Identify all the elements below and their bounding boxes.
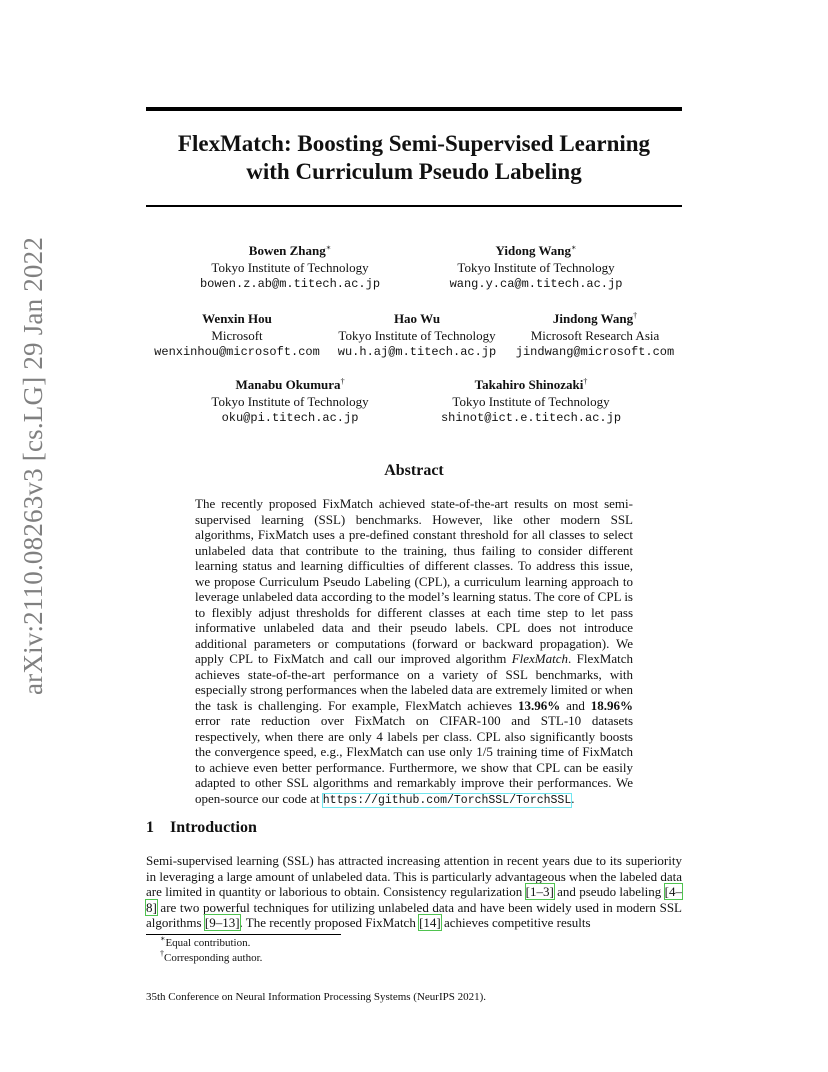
author-name: Jindong Wang — [552, 311, 634, 326]
author-mark: ∗ — [325, 243, 332, 252]
intro-text: achieves competitive results — [440, 915, 591, 930]
author-name: Takahiro Shinozaki — [474, 377, 584, 392]
author-email[interactable]: wu.h.aj@m.titech.ac.jp — [337, 345, 497, 359]
code-repository-link[interactable]: https://github.com/TorchSSL/TorchSSL — [322, 793, 572, 807]
abstract-text: and — [560, 697, 591, 713]
author-hao-wu — [322, 311, 512, 361]
abstract-text: . — [571, 790, 575, 806]
author-jindong-wang — [500, 311, 690, 361]
section-heading — [146, 819, 257, 837]
author-mark: † — [583, 377, 588, 386]
footnote-text: Corresponding author. — [164, 952, 263, 964]
intro-text: . The recently proposed FixMatch — [239, 915, 420, 930]
author-email[interactable]: wang.y.ca@m.titech.ac.jp — [449, 277, 623, 291]
author-affiliation: Microsoft Research Asia — [530, 327, 660, 343]
section-title: Introduction — [170, 819, 257, 836]
citation-link[interactable]: [4–8] — [146, 884, 682, 915]
author-email[interactable]: jindwang@microsoft.com — [515, 345, 675, 359]
author-affiliation: Microsoft — [211, 327, 263, 343]
intro-text: are two powerful techniques for utilizing unlabeled data and have been widely used in modern SSL algorithms — [146, 899, 682, 930]
footnote-corresponding-author — [160, 951, 262, 966]
title-line-1: FlexMatch: Boosting Semi-Supervised Learning — [177, 131, 651, 156]
author-name: Wenxin Hou — [202, 311, 272, 326]
citation-link[interactable]: [14] — [419, 915, 441, 930]
footnote-mark: † — [160, 949, 164, 958]
introduction-paragraph — [146, 853, 682, 931]
author-affiliation: Tokyo Institute of Technology — [457, 259, 615, 275]
author-name: Manabu Okumura — [235, 377, 341, 392]
abstract-heading: Abstract — [384, 462, 444, 479]
title-top-rule — [146, 107, 682, 111]
intro-text: Semi-supervised learning (SSL) has attracted increasing attention in recent years due to its superiority in leveraging a large amount of unlabeled data. This is particularly advantageous when the labeled data are limited in quantity or laborious to obtain. Consistency regularization — [146, 853, 682, 899]
title-line-2: with Curriculum Pseudo Labeling — [246, 159, 582, 184]
footnotes — [160, 936, 262, 966]
intro-text: and pseudo labeling — [553, 884, 665, 899]
author-email[interactable]: shinot@ict.e.titech.ac.jp — [440, 411, 622, 425]
author-email[interactable]: bowen.z.ab@m.titech.ac.jp — [199, 277, 381, 291]
conference-note: 35th Conference on Neural Information Processing Systems (NeurIPS 2021). — [146, 991, 487, 1003]
result-value-cifar100: 13.96% — [517, 697, 561, 713]
result-value-stl10: 18.96% — [590, 697, 633, 713]
algorithm-name: FlexMatch — [511, 651, 569, 666]
citation-link[interactable]: [9–13] — [204, 915, 240, 930]
author-name: Bowen Zhang — [248, 243, 326, 258]
footnote-equal-contribution — [160, 936, 262, 951]
title-bottom-rule — [146, 205, 682, 207]
arxiv-stamp-text: arXiv:2110.08263v3 [cs.LG] 29 Jan 2022 — [18, 236, 48, 695]
author-affiliation: Tokyo Institute of Technology — [338, 327, 496, 343]
footnote-mark: ∗ — [160, 934, 166, 943]
footnote-rule — [146, 934, 341, 935]
author-manabu-okumura — [190, 377, 390, 427]
author-affiliation: Tokyo Institute of Technology — [211, 259, 369, 275]
author-name: Hao Wu — [393, 311, 441, 326]
author-takahiro-shinozaki — [426, 377, 636, 427]
author-email[interactable]: wenxinhou@microsoft.com — [154, 345, 320, 359]
author-mark: ∗ — [571, 243, 577, 252]
author-wenxin-hou — [142, 311, 332, 361]
abstract-text: . FlexMatch achieves state-of-the-art performance on a variety of SSL benchmarks, with especially strong performances when the labeled data are extremely limited or when the task is challenging. For example, FlexMatch achieves — [195, 651, 634, 713]
author-affiliation: Tokyo Institute of Technology — [211, 393, 369, 409]
abstract-body — [195, 496, 633, 808]
paper-title — [146, 130, 682, 186]
section-number: 1 — [146, 819, 154, 836]
author-name: Yidong Wang — [495, 243, 572, 258]
abstract-text: error rate reduction over FixMatch on CIFAR-100 and STL-10 datasets respectively, when there are only 4 labels per class. CPL also significantly boosts the convergence speed, e.g., FlexMatch can use only 1/5 training time of FixMatch to achieve even better performance. Furthermore, we show that CPL can be easily adapted to other SSL algorithms and remarkably improve their performances. We open-source our code at — [195, 713, 633, 806]
author-yidong-wang — [436, 243, 636, 293]
author-bowen-zhang — [190, 243, 390, 293]
author-mark: † — [340, 377, 345, 386]
footnote-text: Equal contribution. — [165, 937, 251, 949]
author-mark: † — [633, 311, 638, 320]
abstract-text: The recently proposed FixMatch achieved state-of-the-art results on most semi-supervised learning (SSL) benchmarks. However, like other modern SSL algorithms, FixMatch uses a pre-defined constant threshold for all classes to select unlabeled data that contribute to the training, thus failing to consider different learning status and learning difficulties of different classes. To address this issue, we propose Curriculum Pseudo Labeling (CPL), a curriculum learning approach to leverage unlabeled data according to the model’s learning status. The core of CPL is to flexibly adjust thresholds for different classes at each time step to let pass informative unlabeled data and their pseudo labels. CPL does not introduce additional parameters or computations (forward or backward propagation). We apply CPL to FixMatch and call our improved algorithm — [195, 496, 633, 666]
author-email[interactable]: oku@pi.titech.ac.jp — [221, 411, 359, 425]
author-affiliation: Tokyo Institute of Technology — [452, 393, 610, 409]
citation-link[interactable]: [1–3] — [525, 884, 554, 899]
